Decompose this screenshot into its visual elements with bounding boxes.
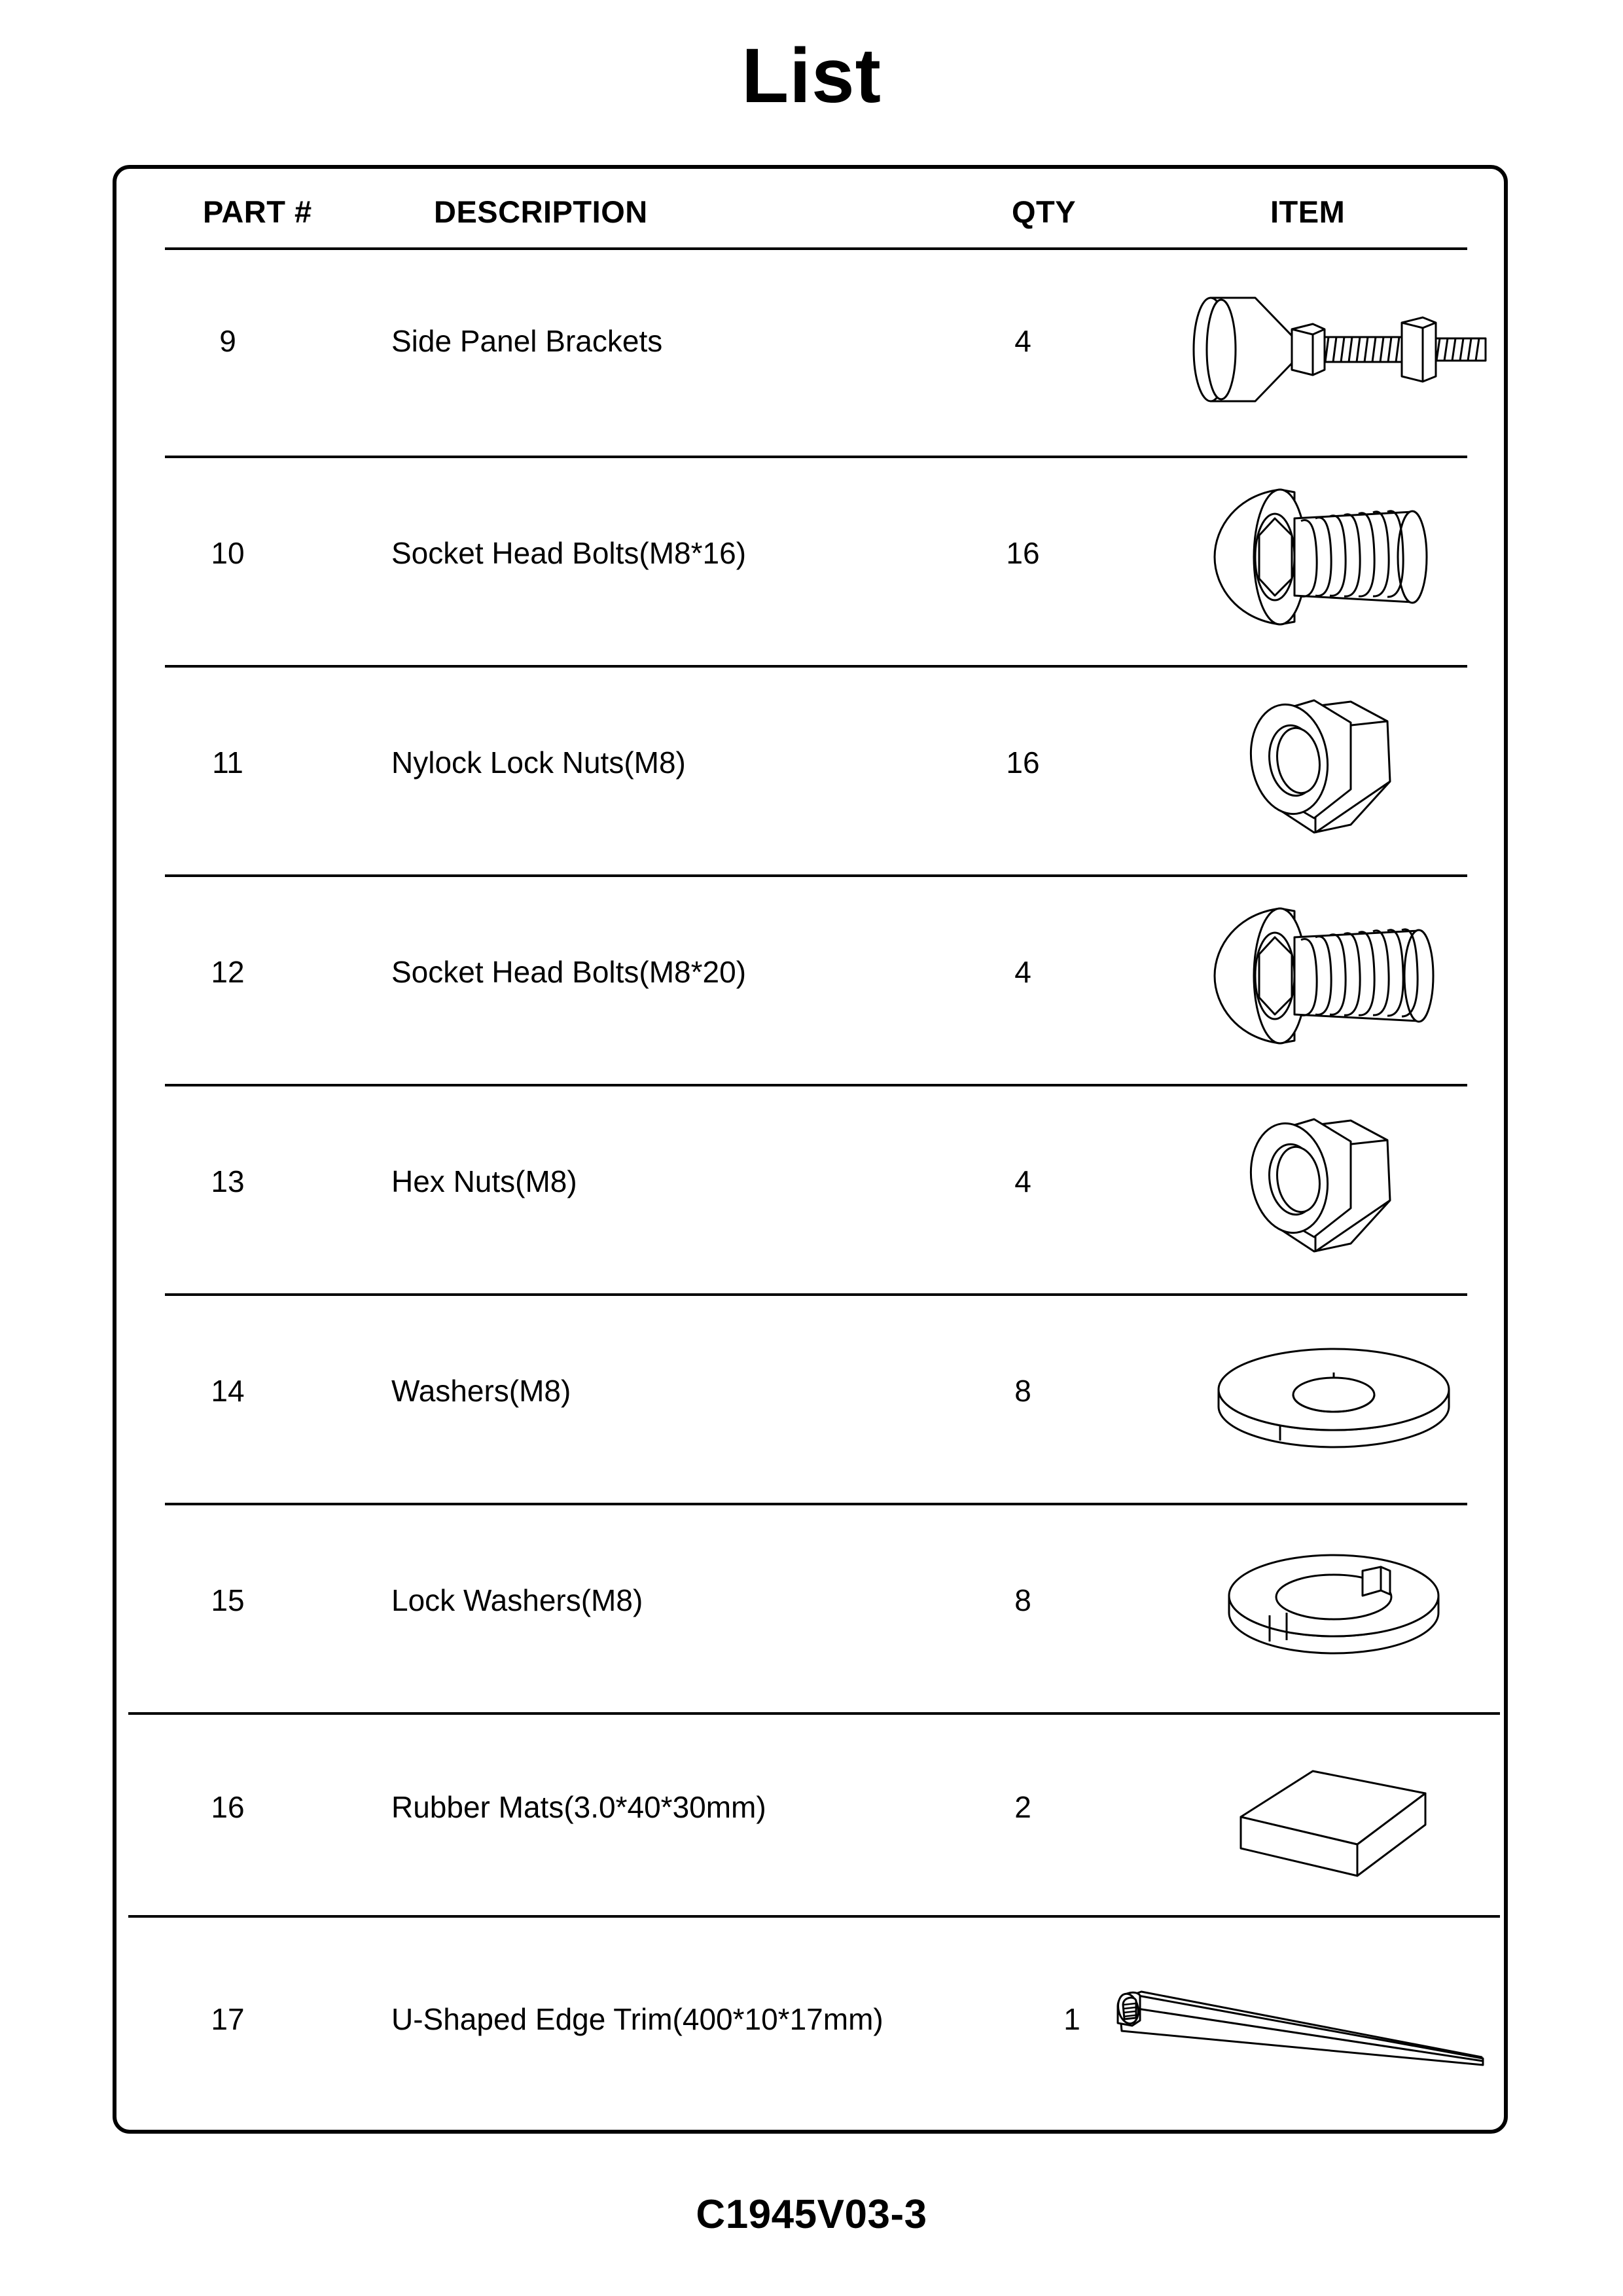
socket-head-bolt-icon <box>1150 475 1517 639</box>
cell-part-number: 12 <box>211 955 245 989</box>
cell-description: Socket Head Bolts(M8*20) <box>391 955 747 989</box>
column-header-description: DESCRIPTION <box>434 194 648 229</box>
table-row <box>116 240 1504 456</box>
cell-description: Hex Nuts(M8) <box>391 1164 577 1198</box>
cell-qty: 4 <box>1014 324 1031 358</box>
hex-nut-icon <box>1150 683 1517 847</box>
cell-part-number: 11 <box>212 745 243 780</box>
table-row <box>116 665 1504 874</box>
cell-qty: 16 <box>1006 745 1040 780</box>
cell-description: Side Panel Brackets <box>391 324 663 358</box>
cell-description: Washers(M8) <box>391 1374 571 1408</box>
column-header-qty: QTY <box>1012 194 1077 229</box>
cell-qty: 8 <box>1014 1583 1031 1617</box>
cell-part-number: 15 <box>211 1583 245 1617</box>
hex-nut-icon <box>1150 1102 1517 1266</box>
cell-qty: 2 <box>1014 1790 1031 1824</box>
cell-part-number: 16 <box>211 1790 245 1824</box>
split-lock-washer-icon <box>1150 1542 1517 1666</box>
cell-part-number: 10 <box>211 536 245 570</box>
cell-description: Lock Washers(M8) <box>391 1583 643 1617</box>
cell-description: Socket Head Bolts(M8*16) <box>391 536 747 570</box>
rubber-mat-icon <box>1150 1753 1517 1877</box>
table-row <box>116 874 1504 1084</box>
cell-qty: 8 <box>1014 1374 1031 1408</box>
flat-washer-icon <box>1150 1339 1517 1457</box>
socket-head-bolt-icon <box>1150 894 1517 1058</box>
table-row <box>116 456 1504 665</box>
table-row <box>116 1712 1504 1915</box>
table-row <box>116 1915 1504 2134</box>
cell-part-number: 14 <box>211 1374 245 1408</box>
cell-description: Rubber Mats(3.0*40*30mm) <box>391 1790 766 1824</box>
cell-part-number: 9 <box>219 324 236 358</box>
table-header-row <box>116 169 1504 240</box>
parts-list-table <box>113 165 1508 2134</box>
cell-qty: 1 <box>1063 2002 1080 2036</box>
cell-qty: 16 <box>1006 536 1040 570</box>
page-title: List <box>741 33 882 119</box>
column-header-part-number: PART # <box>203 194 312 229</box>
table-row <box>116 1293 1504 1503</box>
cell-qty: 4 <box>1014 955 1031 989</box>
document-code: C1945V03-3 <box>696 2192 927 2237</box>
thumb-screw-knob-icon <box>1150 274 1517 424</box>
table-row <box>116 1084 1504 1293</box>
cell-description: U-Shaped Edge Trim(400*10*17mm) <box>391 2002 883 2036</box>
table-row <box>116 1503 1504 1712</box>
cell-description: Nylock Lock Nuts(M8) <box>391 745 686 780</box>
cell-qty: 4 <box>1014 1164 1031 1198</box>
cell-part-number: 17 <box>211 2002 245 2036</box>
cell-part-number: 13 <box>211 1164 245 1198</box>
column-header-item: ITEM <box>1270 194 1346 229</box>
u-edge-trim-icon <box>1098 1970 1504 2088</box>
